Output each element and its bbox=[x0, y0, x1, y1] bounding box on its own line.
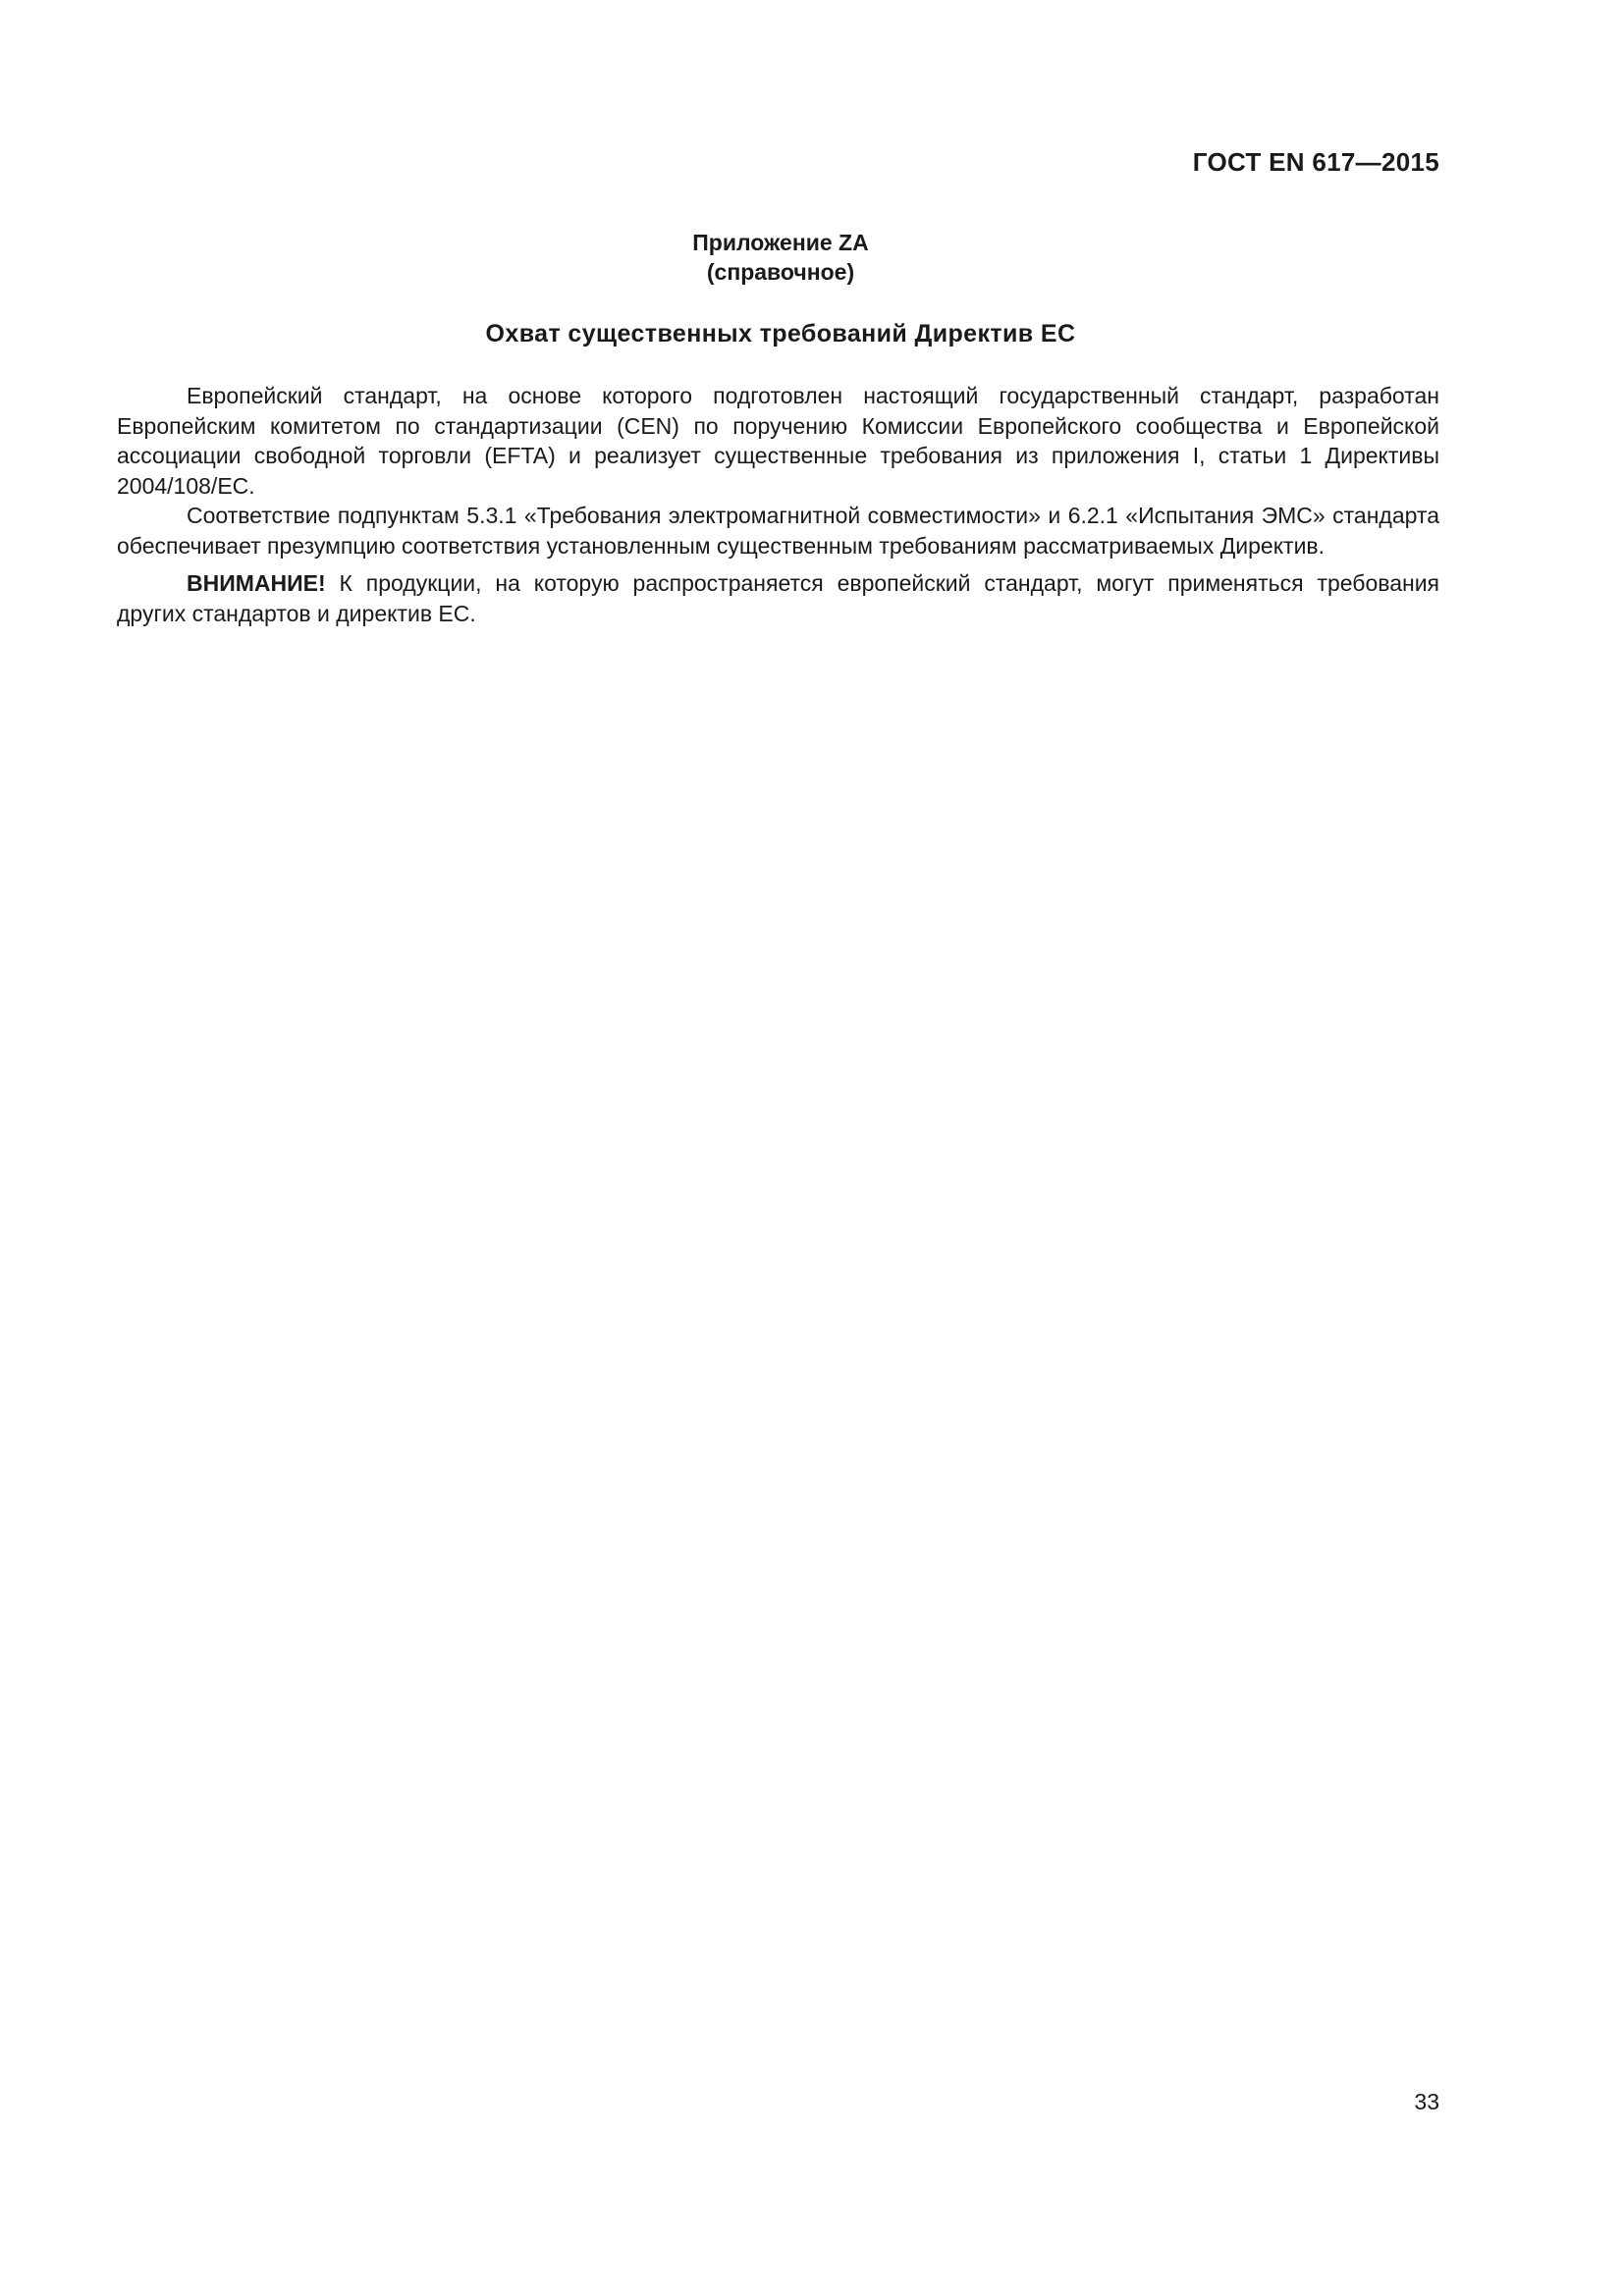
paragraph-3-text: К продукции, на которую распространяется европейский стандарт, могут применяться требования других стандартов и директив ЕС. bbox=[117, 570, 1439, 626]
page-number: 33 bbox=[1414, 2089, 1439, 2114]
paragraph-2: Соответствие подпунктам 5.3.1 «Требования электромагнитной совместимости» и 6.2.1 «Испытания ЭМС» стандарта обеспечивает презумпцию соответствия установленным существенным требованиям рассматриваемых Директив. bbox=[117, 503, 1439, 559]
annex-heading bbox=[0, 228, 1561, 287]
paragraph-3 bbox=[117, 568, 1439, 628]
paragraph-1: Европейский стандарт, на основе которого подготовлен настоящий государственный стандарт, разработан Европейским комитетом по стандартизации (CEN) по поручению Комиссии Европейского сообщества и Европейской ассоциации свободной торговли (EFTA) и реализует существенные требования из приложения I, статьи 1 Директивы 2004/108/ЕС. bbox=[117, 383, 1439, 499]
annex-status: (справочное) bbox=[706, 259, 855, 285]
document-code: ГОСТ EN 617—2015 bbox=[1192, 147, 1439, 177]
annex-body bbox=[117, 381, 1439, 628]
annex-label: Приложение ZA bbox=[692, 230, 869, 255]
attention-label: ВНИМАНИЕ! bbox=[187, 570, 326, 596]
annex-title: Охват существенных требований Директив ЕС bbox=[485, 320, 1076, 347]
